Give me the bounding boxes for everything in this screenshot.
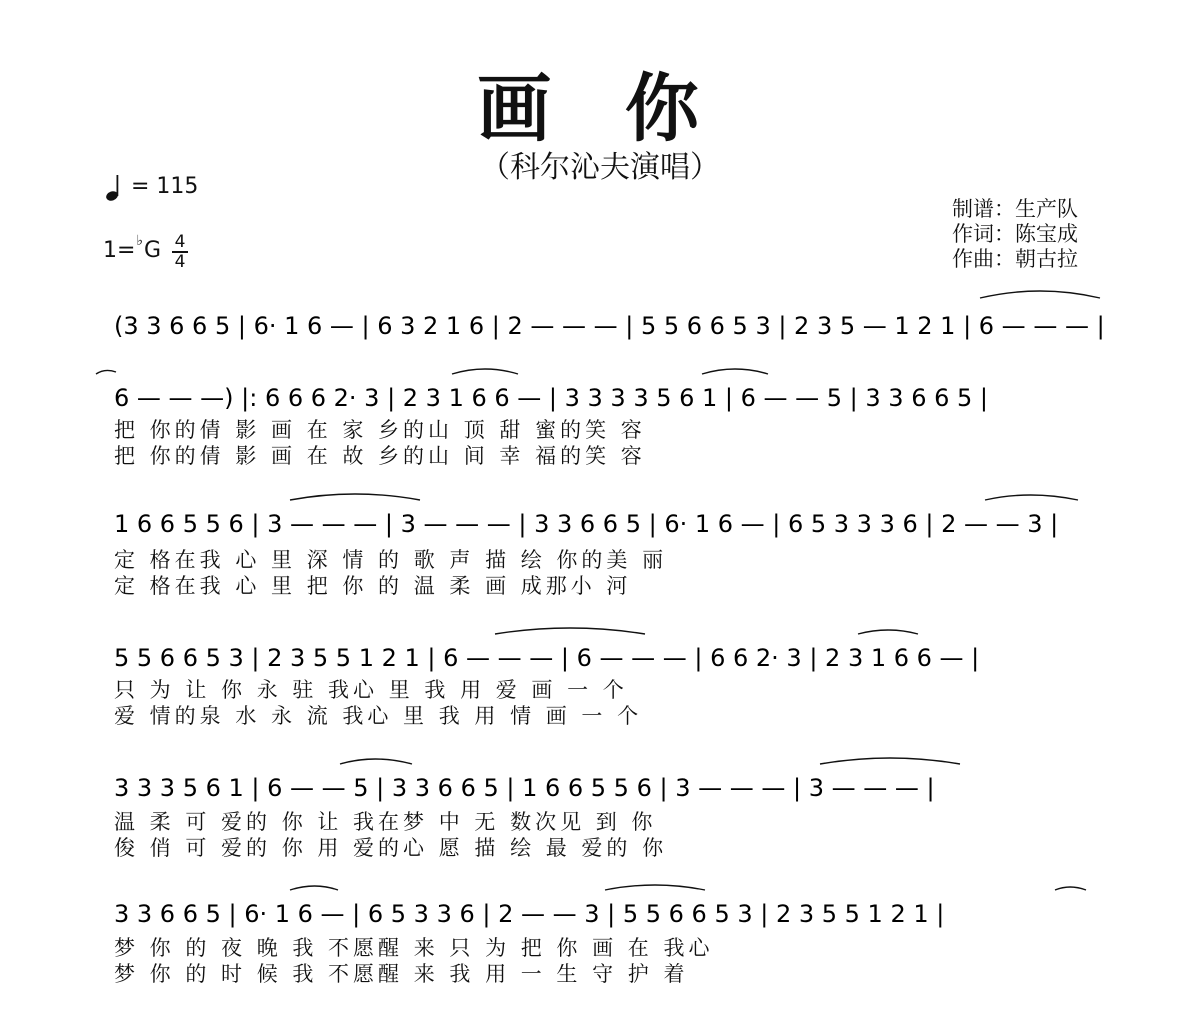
tempo-value: = 115 bbox=[131, 174, 199, 199]
key-signature bbox=[103, 233, 162, 268]
notes-text: 5 5 6 6 5 3 | 2 3 5 5 1 2 1 | 6 — — — | 6 — — — | 6 6 2· 3 | 2 3 1 6 6 — | bbox=[114, 644, 980, 672]
tie-arc bbox=[858, 630, 918, 634]
score-line-6 bbox=[0, 878, 1200, 1008]
lyric-line-2: 爱 情的泉 水 永 流 我心 里 我 用 情 画 一 个 bbox=[114, 704, 643, 728]
quarter-note-icon bbox=[104, 172, 124, 202]
lyric-line-1: 只 为 让 你 永 驻 我心 里 我 用 爱 画 一 个 bbox=[114, 678, 628, 702]
tie-arc bbox=[1055, 887, 1086, 890]
notation-svg bbox=[0, 752, 1200, 802]
tie-arc bbox=[702, 369, 768, 374]
credit-arranger: 制谱：生产队 bbox=[952, 197, 1078, 221]
time-signature bbox=[170, 234, 190, 270]
lyric-line-2: 定 格在我 心 里 把 你 的 温 柔 画 成那小 河 bbox=[114, 574, 632, 598]
flat-icon: ♭ bbox=[136, 233, 144, 249]
tie-arc bbox=[290, 494, 420, 500]
credits bbox=[952, 197, 1078, 272]
score-line-1 bbox=[0, 290, 1200, 370]
meter-bottom: 4 bbox=[174, 251, 186, 272]
lyric-line-1: 定 格在我 心 里 深 情 的 歌 声 描 绘 你的美 丽 bbox=[114, 548, 668, 572]
score-line-2 bbox=[0, 362, 1200, 482]
notation-svg bbox=[0, 362, 1200, 412]
song-title: 画 你 bbox=[477, 66, 723, 152]
notes-text: 3 3 6 6 5 | 6· 1 6 — | 6 5 3 3 6 | 2 — — 3 | 5 5 6 6 5 3 | 2 3 5 5 1 2 1 | bbox=[114, 900, 945, 928]
lyric-line-2: 俊 俏 可 爱的 你 用 爱的心 愿 描 绘 最 爱的 你 bbox=[114, 836, 668, 860]
credit-lyricist: 作词：陈宝成 bbox=[952, 222, 1078, 246]
meter-top: 4 bbox=[174, 232, 186, 252]
score-line-4 bbox=[0, 622, 1200, 742]
tie-arc bbox=[340, 759, 412, 764]
tie-arc bbox=[985, 495, 1078, 500]
score-line-3 bbox=[0, 488, 1200, 608]
lyric-line-2: 把 你的倩 影 画 在 故 乡的山 间 幸 福的笑 容 bbox=[114, 444, 646, 468]
lyric-line-2: 梦 你 的 时 候 我 不愿醒 来 我 用 一 生 守 护 着 bbox=[114, 962, 689, 986]
song-subtitle: （科尔沁夫演唱） bbox=[480, 150, 720, 185]
lyric-line-1: 把 你的倩 影 画 在 家 乡的山 顶 甜 蜜的笑 容 bbox=[114, 418, 646, 442]
notes-text: 1 6 6 5 5 6 | 3 — — — | 3 — — — | 3 3 6 6 5 | 6· 1 6 — | 6 5 3 3 3 6 | 2 — — 3 | bbox=[114, 510, 1059, 538]
tie-arc bbox=[980, 291, 1100, 298]
lyric-line-1: 温 柔 可 爱的 你 让 我在梦 中 无 数次见 到 你 bbox=[114, 810, 657, 834]
tie-arc bbox=[290, 886, 338, 890]
notation-svg bbox=[0, 622, 1200, 672]
tempo-marking bbox=[104, 172, 198, 202]
tie-arc bbox=[605, 885, 705, 890]
lyric-line-1: 梦 你 的 夜 晚 我 不愿醒 来 只 为 把 你 画 在 我心 bbox=[114, 936, 714, 960]
tie-arc bbox=[452, 369, 518, 374]
tie-arc bbox=[495, 628, 645, 634]
notation-svg bbox=[0, 290, 1200, 370]
credit-composer: 作曲：朝古拉 bbox=[952, 247, 1078, 271]
tie-arc bbox=[96, 370, 116, 374]
notation-svg bbox=[0, 488, 1200, 538]
notation-svg bbox=[0, 878, 1200, 928]
key-prefix: 1= bbox=[103, 238, 136, 263]
notes-text: 3 3 3 5 6 1 | 6 — — 5 | 3 3 6 6 5 | 1 6 6 5 5 6 | 3 — — — | 3 — — — | bbox=[114, 774, 935, 802]
notes-text: (3 3 6 6 5 | 6· 1 6 — | 6 3 2 1 6 | 2 — — — | 5 5 6 6 5 3 | 2 3 5 — 1 2 1 | 6 — — — | bbox=[114, 312, 1105, 340]
tie-arc bbox=[820, 758, 960, 764]
key-note: G bbox=[144, 238, 162, 263]
notes-text: 6 — — —) |: 6 6 6 2· 3 | 2 3 1 6 6 — | 3 3 3 3 5 6 1 | 6 — — 5 | 3 3 6 6 5 | bbox=[114, 384, 988, 412]
score-line-5 bbox=[0, 752, 1200, 872]
